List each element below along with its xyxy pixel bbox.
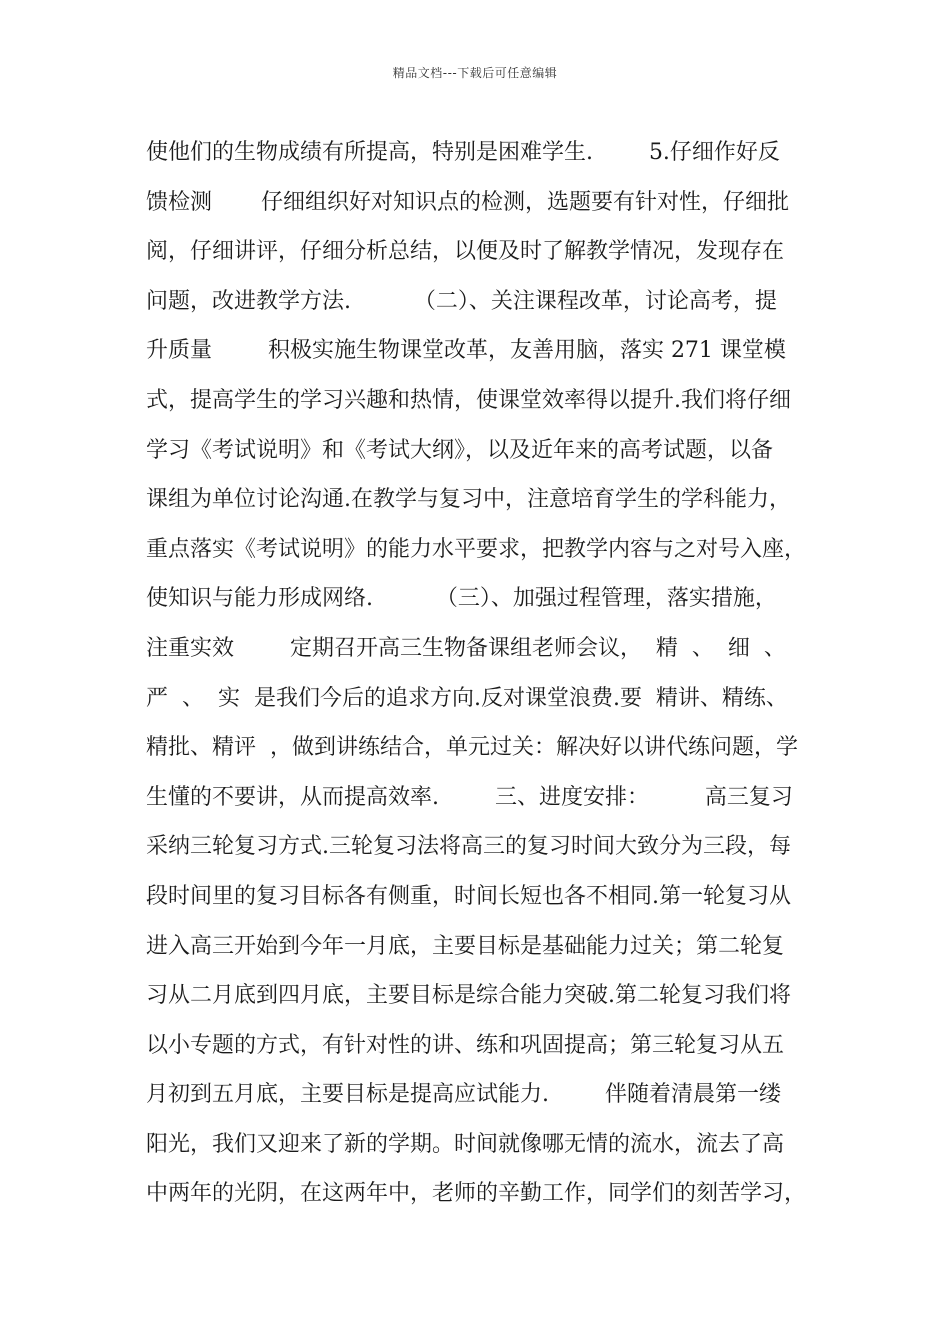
text-line: 使他们的生物成绩有所提高，特别是困难学生. 5.仔细作好反 [146,140,780,165]
text-line: 进入高三开始到今年一月底，主要目标是基础能力过关；第二轮复 [146,933,785,959]
text-line: 中两年的光阴，在这两年中，老师的辛勤工作，同学们的刻苦学习， [146,1181,807,1207]
text-line: 以小专题的方式，有针对性的讲、练和巩固提高；第三轮复习从五 [146,1032,785,1058]
page-header: 精品文档---下载后可任意编辑 [392,66,558,80]
text-line: 课组为单位讨论沟通.在教学与复习中，注意培育学生的学科能力， [146,487,791,513]
text-line: 采纳三轮复习方式.三轮复习法将高三的复习时间大致分为三段，每 [146,834,791,860]
text-line: 段时间里的复习目标各有侧重，时间长短也各不相同.第一轮复习从 [146,883,791,909]
text-line: 习从二月底到四月底，主要目标是综合能力突破.第二轮复习我们将 [146,983,791,1009]
text-line: 问题，改进教学方法. （二）、关注课程改革，讨论高考，提 [146,288,777,314]
text-line: 重点落实《考试说明》的能力水平要求，把教学内容与之对号入座， [146,536,807,562]
text-line: 升质量 积极实施生物课堂改革，友善用脑，落实 271 课堂模 [146,338,786,364]
text-line: 馈检测 仔细组织好对知识点的检测，选题要有针对性，仔细批 [146,189,789,215]
text-line: 使知识与能力形成网络. （三）、加强过程管理，落实措施， [146,586,777,612]
text-line: 严 、 实 是我们今后的追求方向.反对课堂浪费.要 精讲、精练、 [146,685,788,711]
text-line: 式，提高学生的学习兴趣和热情，使课堂效率得以提升.我们将仔细 [146,387,791,413]
text-line: 阅，仔细讲评，仔细分析总结，以便及时了解教学情况，发现存在 [146,239,785,265]
text-line: 注重实效 定期召开高三生物备课组老师会议， 精 、 细 、 [146,635,786,661]
body-text [146,128,826,1219]
text-line: 学习《考试说明》和《考试大纲》，以及近年来的高考试题，以备 [146,437,774,463]
text-line: 阳光，我们又迎来了新的学期。时间就像哪无情的流水，流去了高 [146,1131,785,1157]
text-line: 月初到五月底，主要目标是提高应试能力. 伴随着清晨第一缕 [146,1082,781,1108]
text-line: 生懂的不要讲，从而提高效率. 三、进度安排： 高三复习 [146,784,793,810]
text-line: 精批、精评 ，做到讲练结合，单元过关：解决好以讲代练问题，学 [146,735,798,761]
